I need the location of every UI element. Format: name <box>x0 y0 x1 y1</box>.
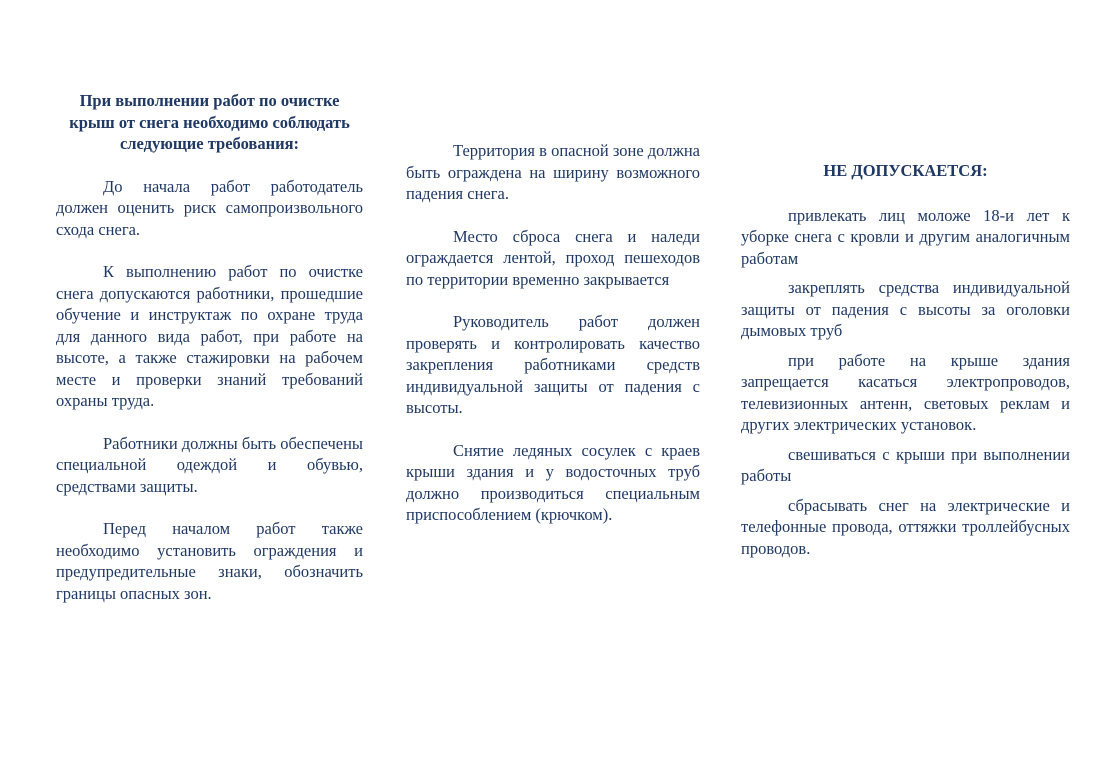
paragraph: До начала работ работодатель должен оценить риск самопроизвольного схода снега. <box>56 176 363 239</box>
paragraph: Снятие ледяных сосулек с краев крыши здания и у водосточных труб должно производиться специальным приспособлением (крючком). <box>406 440 700 524</box>
column-prohibited <box>741 160 1070 567</box>
prohibited-heading: НЕ ДОПУСКАЕТСЯ: <box>823 161 988 180</box>
paragraph: Территория в опасной зоне должна быть ограждена на ширину возможного падения снега. <box>406 141 700 203</box>
prohibited-item: сбрасывать снег на электрические и телефонные провода, оттяжки троллейбусных проводов. <box>741 495 1070 558</box>
column-requirements <box>56 90 363 625</box>
paragraph: Перед началом работ также необходимо установить ограждения и предупредительные знаки, обозначить границы опасных зон. <box>56 519 363 603</box>
paragraph: Место сброса снега и наледи ограждается лентой, проход пешеходов по территории временно закрывается <box>406 226 700 289</box>
prohibited-item: при работе на крыше здания запрещается касаться электропроводов, телевизионных антенн, световых реклам и других электрических установок. <box>741 350 1070 434</box>
paragraph: Работники должны быть обеспечены специальной одеждой и обувью, средствами защиты. <box>56 433 363 496</box>
prohibited-item: свешиваться с крыши при выполнении работы <box>741 444 1070 485</box>
column-danger-zone <box>406 140 700 547</box>
prohibited-item: привлекать лиц моложе 18-и лет к уборке снега с кровли и другим аналогичным работам <box>741 205 1070 268</box>
paragraph: К выполнению работ по очистке снега допускаются работники, прошедшие обучение и инструктаж по охране труда для данного вида работ, при работе на высоте, а также стажировки на рабочем месте и проверки знаний требований охраны труда. <box>56 262 363 410</box>
paragraph: Руководитель работ должен проверять и контролировать качество закрепления работниками средств индивидуальной защиты от падения с высоты. <box>406 312 700 417</box>
prohibited-item: закреплять средства индивидуальной защиты от падения с высоты за оголовки дымовых труб <box>741 278 1070 340</box>
requirements-heading: При выполнении работ по очистке крыш от снега необходимо соблюдать следующие требования: <box>69 91 350 153</box>
